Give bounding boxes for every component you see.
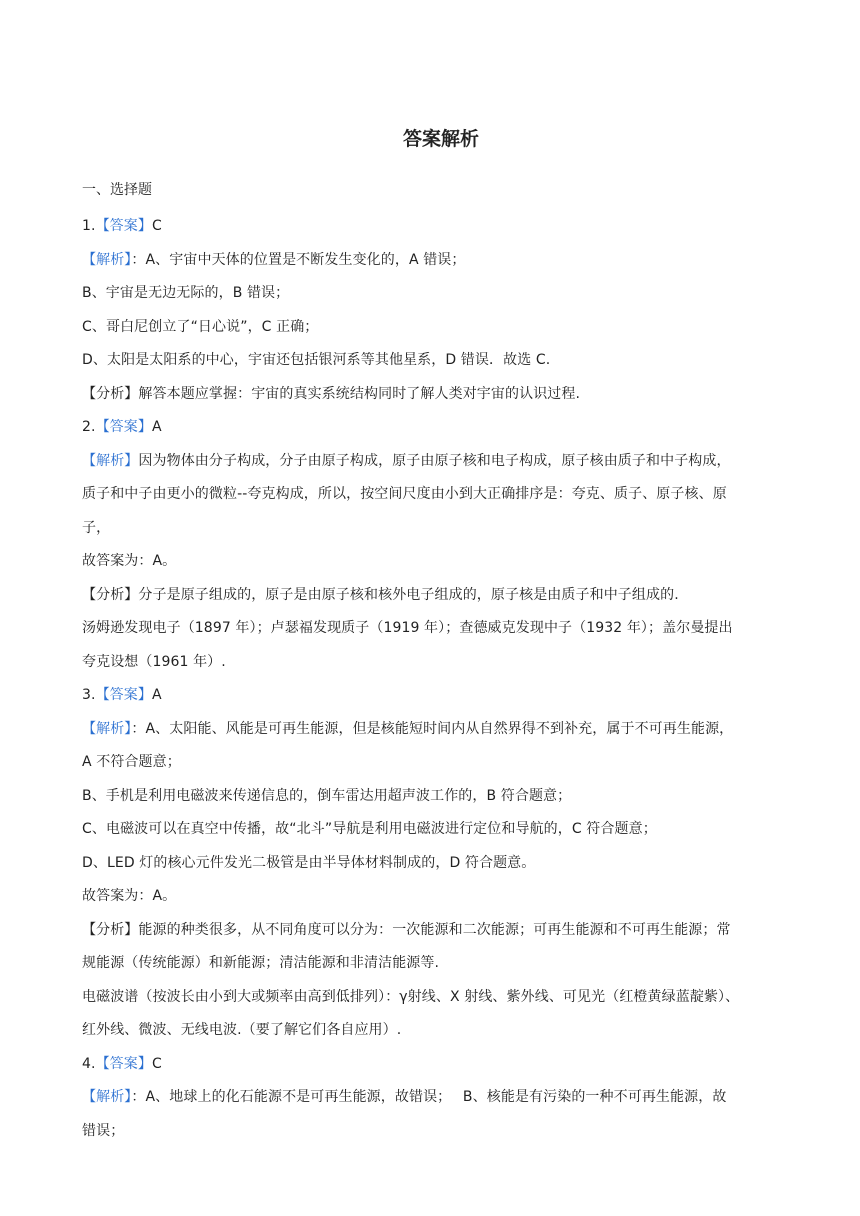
answer-tag: 【答案】: [95, 1055, 152, 1072]
comment-text: 规能源（传统能源）和新能源；清洁能源和非清洁能源等.: [82, 955, 440, 971]
comment-line: [82, 947, 800, 981]
analysis-text: ：A、宇宙中天体的位置是不断发生变化的，A 错误；: [131, 251, 466, 268]
comment-text: 电磁波谱（按波长由小到大或频率由高到低排列）：γ射线、X 射线、紫外线、可见光（红橙黄绿蓝靛紫）、: [82, 988, 740, 1005]
comment-text: 能源的种类很多，从不同角度可以分为：一次能源和二次能源；可再生能源和不可再生能源；常: [138, 921, 731, 938]
comment-tag: 【分析】: [82, 921, 139, 938]
analysis-line: [82, 746, 800, 780]
analysis-line: [82, 445, 800, 479]
analysis-text: 故答案为：A。: [82, 888, 177, 904]
question-number: 2.: [82, 419, 96, 435]
analysis-text: 错误；: [82, 1122, 125, 1139]
answer-value: A: [151, 419, 162, 435]
comment-text: 解答本题应掌握：宇宙的真实系统结构同时了解人类对宇宙的认识过程.: [138, 385, 581, 402]
answer-value: C: [151, 1055, 162, 1072]
analysis-text: ：A、太阳能、风能是可再生能源，但是核能短时间内从自然界得不到补充，属于不可再生能源，: [131, 720, 734, 737]
analysis-text: 质子和中子由更小的微粒--夸克构成，所以，按空间尺度由小到大正确排序是：夸克、质子、原子核、原: [82, 486, 727, 502]
answer-line: [82, 679, 800, 713]
answer-list: [82, 210, 800, 1148]
analysis-text: 故答案为：A。: [82, 553, 177, 569]
analysis-text: D、太阳是太阳系的中心，宇宙还包括银河系等其他星系，D 错误．故选 C.: [82, 352, 551, 368]
comment-text: 汤姆逊发现电子（1897 年）；卢瑟福发现质子（1919 年）；查德威克发现中子（1932 年）；盖尔曼提出: [82, 620, 733, 636]
comment-tag: 【分析】: [82, 586, 139, 603]
analysis-line: [82, 1115, 800, 1149]
question-number: 4.: [82, 1055, 96, 1072]
analysis-line: [82, 880, 800, 914]
answer-item: [82, 210, 800, 411]
analysis-text: C、哥白尼创立了“日心说”，C 正确；: [82, 318, 319, 335]
comment-line: [82, 378, 800, 412]
answer-tag: 【答案】: [95, 218, 152, 234]
comment-line: [82, 612, 800, 646]
answer-value: C: [151, 218, 162, 234]
analysis-line: [82, 478, 800, 512]
comment-line: [82, 981, 800, 1015]
analysis-tag: 【解析】: [82, 720, 132, 737]
question-number: 3.: [82, 687, 96, 703]
comment-text: 夸克设想（1961 年）.: [82, 653, 226, 670]
analysis-text: 子，: [82, 519, 111, 536]
analysis-line: [82, 813, 800, 847]
analysis-tag: 【解析】: [82, 1089, 132, 1105]
answer-tag: 【答案】: [95, 419, 152, 435]
comment-line: [82, 914, 800, 948]
answer-line: [82, 210, 800, 244]
analysis-text: 因为物体由分子构成，分子由原子构成，原子由原子核和电子构成，原子核由质子和中子构成，: [138, 452, 731, 469]
comment-text: 红外线、微波、无线电波.（要了解它们各自应用）.: [82, 1022, 402, 1038]
comment-text: 分子是原子组成的，原子是由原子核和核外电子组成的，原子核是由质子和中子组成的.: [138, 586, 679, 603]
page-title: 答案解析: [402, 128, 479, 150]
answer-line: [82, 1048, 800, 1082]
answer-line: [82, 411, 800, 445]
analysis-tag: 【解析】: [82, 251, 132, 268]
analysis-tag: 【解析】: [82, 452, 139, 469]
analysis-line: [82, 780, 800, 814]
analysis-line: [82, 512, 800, 546]
question-number: 1.: [82, 218, 96, 234]
analysis-line: [82, 545, 800, 579]
comment-line: [82, 1014, 800, 1048]
analysis-text: D、LED 灯的核心元件发光二极管是由半导体材料制成的，D 符合题意。: [82, 854, 536, 871]
section-heading: 一、选择题: [82, 182, 152, 198]
analysis-line: [82, 1081, 800, 1115]
answer-value: A: [151, 687, 162, 703]
analysis-text: A 不符合题意；: [82, 754, 181, 770]
analysis-line: [82, 713, 800, 747]
answer-item: [82, 411, 800, 679]
comment-line: [82, 579, 800, 613]
answer-item: [82, 1048, 800, 1149]
answer-tag: 【答案】: [95, 687, 152, 703]
analysis-line: [82, 277, 800, 311]
analysis-line: [82, 311, 800, 345]
analysis-text: ：A、地球上的化石能源不是可再生能源，故错误； B、核能是有污染的一种不可再生能源，故: [131, 1089, 727, 1105]
comment-tag: 【分析】: [82, 385, 139, 402]
analysis-text: B、手机是利用电磁波来传递信息的，倒车雷达用超声波工作的，B 符合题意；: [82, 787, 572, 804]
analysis-text: B、宇宙是无边无际的，B 错误；: [82, 285, 290, 301]
comment-line: [82, 646, 800, 680]
answer-item: [82, 679, 800, 1048]
analysis-line: [82, 344, 800, 378]
analysis-line: [82, 847, 800, 881]
analysis-text: C、电磁波可以在真空中传播，故“北斗”导航是利用电磁波进行定位和导航的，C 符合题意；: [82, 821, 657, 837]
analysis-line: [82, 244, 800, 278]
